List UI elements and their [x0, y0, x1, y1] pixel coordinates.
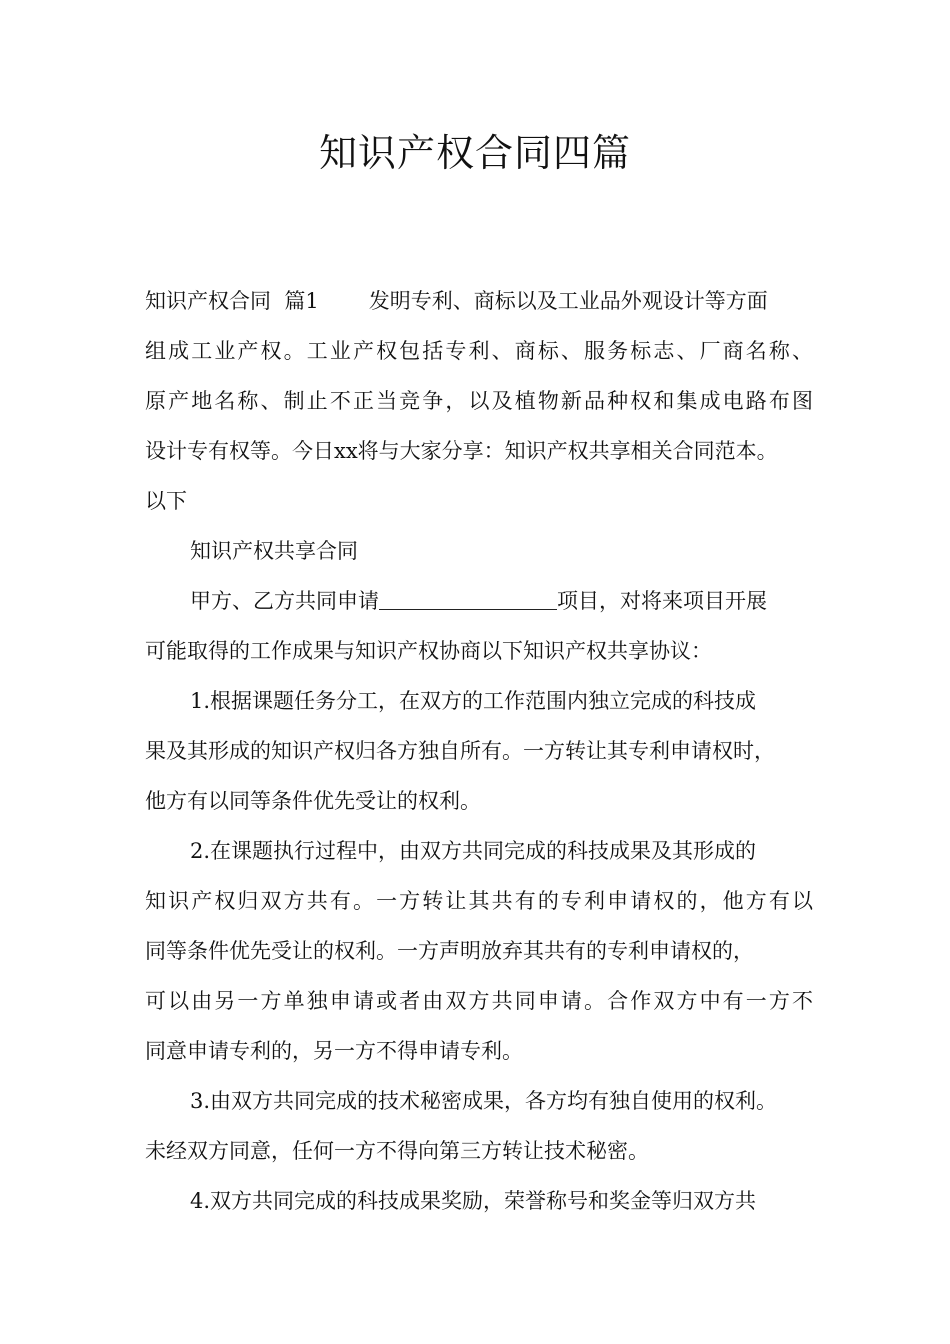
item2-line-2: 知识产权归双方共有。一方转让其共有的专利申请权的，他方有以	[145, 889, 813, 913]
intro-line-1-text: 发明专利、商标以及工业品外观设计等方面	[368, 289, 768, 313]
section-heading-label: 知识产权合同 篇1	[145, 289, 319, 313]
document-title: 知识产权合同四篇	[318, 131, 631, 175]
intro-line-3: 原产地名称、制止不正当竞争，以及植物新品种权和集成电路布图	[145, 389, 813, 413]
para1-text-before-blank: 甲方、乙方共同申请	[190, 589, 379, 613]
item2-line-5: 同意申请专利的，另一方不得申请专利。	[145, 1039, 523, 1063]
item1-line-1: 1.根据课题任务分工，在双方的工作范围内独立完成的科技成	[190, 689, 757, 713]
item1-line-3: 他方有以同等条件优先受让的权利。	[145, 789, 481, 813]
item2-line-3: 同等条件优先受让的权利。一方声明放弃其共有的专利申请权的，	[145, 939, 754, 963]
para1-line-1	[145, 576, 813, 626]
intro-line-1	[145, 276, 813, 326]
project-name-blank	[379, 589, 557, 610]
item3-line-1: 3.由双方共同完成的技术秘密成果，各方均有独自使用的权利。	[190, 1089, 778, 1113]
item2-line-1: 2.在课题执行过程中，由双方共同完成的科技成果及其形成的	[190, 839, 757, 863]
intro-line-2: 组成工业产权。工业产权包括专利、商标、服务标志、厂商名称、	[145, 339, 813, 363]
document-body	[145, 276, 813, 1226]
intro-line-5: 以下	[145, 489, 187, 513]
contract-subtitle: 知识产权共享合同	[190, 539, 358, 563]
para1-text-after-blank: 项目，对将来项目开展	[557, 589, 767, 613]
para1-line-2: 可能取得的工作成果与知识产权协商以下知识产权共享协议：	[145, 639, 712, 663]
item1-line-2: 果及其形成的知识产权归各方独自所有。一方转让其专利申请权时，	[145, 739, 775, 763]
item4-line-1: 4.双方共同完成的科技成果奖励，荣誉称号和奖金等归双方共	[190, 1189, 757, 1213]
item3-line-2: 未经双方同意，任何一方不得向第三方转让技术秘密。	[145, 1139, 649, 1163]
item2-line-4: 可以由另一方单独申请或者由双方共同申请。合作双方中有一方不	[145, 989, 813, 1013]
intro-line-4: 设计专有权等。今日xx将与大家分享：知识产权共享相关合同范本。	[145, 439, 778, 463]
